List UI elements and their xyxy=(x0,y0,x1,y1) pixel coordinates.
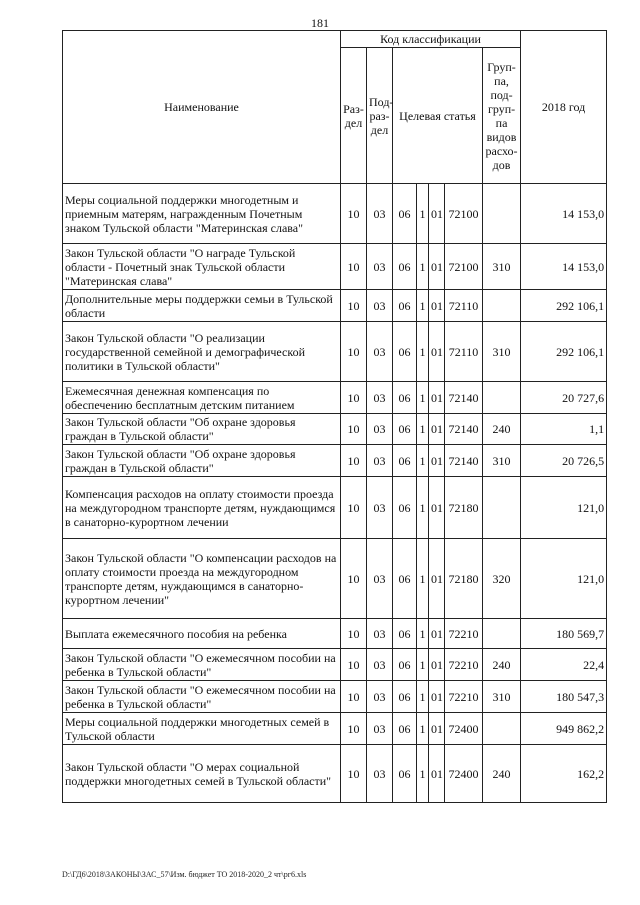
row-amount-2018: 1,1 xyxy=(521,414,607,445)
row-target-program: 06 xyxy=(393,649,417,681)
row-podrazdel: 03 xyxy=(367,445,393,477)
row-name: Меры социальной поддержки многодетных семей в Тульской области xyxy=(63,713,341,745)
row-razdel: 10 xyxy=(341,539,367,619)
row-amount-2018: 292 106,1 xyxy=(521,322,607,382)
row-target-program: 06 xyxy=(393,681,417,713)
header-podrazdel: Под-раз-дел xyxy=(367,48,393,184)
row-target-subprogram: 1 xyxy=(417,477,429,539)
row-podrazdel: 03 xyxy=(367,477,393,539)
budget-table xyxy=(62,30,607,803)
row-target-subprogram: 1 xyxy=(417,745,429,803)
row-razdel: 10 xyxy=(341,713,367,745)
table-row xyxy=(63,713,607,745)
row-amount-2018: 292 106,1 xyxy=(521,290,607,322)
row-target-program: 06 xyxy=(393,445,417,477)
row-target-main-event: 01 xyxy=(429,619,445,649)
row-target-direction: 72110 xyxy=(445,322,483,382)
row-expense-group xyxy=(483,619,521,649)
table-row xyxy=(63,244,607,290)
row-name: Закон Тульской области "О реализации государственной семейной и демографической политики в Тульской области" xyxy=(63,322,341,382)
row-target-direction: 72100 xyxy=(445,244,483,290)
row-amount-2018: 121,0 xyxy=(521,539,607,619)
row-razdel: 10 xyxy=(341,184,367,244)
row-target-direction: 72140 xyxy=(445,382,483,414)
row-podrazdel: 03 xyxy=(367,713,393,745)
row-target-main-event: 01 xyxy=(429,745,445,803)
row-target-subprogram: 1 xyxy=(417,649,429,681)
row-name: Закон Тульской области "О компенсации расходов на оплату стоимости проезда на междугородном транспорте детям, нуждающимся в санаторно-курортном лечении" xyxy=(63,539,341,619)
row-target-main-event: 01 xyxy=(429,445,445,477)
row-expense-group xyxy=(483,290,521,322)
row-expense-group xyxy=(483,477,521,539)
row-target-direction: 72210 xyxy=(445,649,483,681)
table-row xyxy=(63,681,607,713)
row-target-main-event: 01 xyxy=(429,184,445,244)
row-target-direction: 72140 xyxy=(445,445,483,477)
row-name: Закон Тульской области "О ежемесячном пособии на ребенка в Тульской области" xyxy=(63,681,341,713)
row-razdel: 10 xyxy=(341,649,367,681)
row-expense-group xyxy=(483,184,521,244)
row-target-direction: 72180 xyxy=(445,539,483,619)
row-podrazdel: 03 xyxy=(367,649,393,681)
row-podrazdel: 03 xyxy=(367,290,393,322)
row-podrazdel: 03 xyxy=(367,414,393,445)
table-row xyxy=(63,619,607,649)
row-amount-2018: 180 569,7 xyxy=(521,619,607,649)
row-podrazdel: 03 xyxy=(367,244,393,290)
row-razdel: 10 xyxy=(341,244,367,290)
row-target-main-event: 01 xyxy=(429,649,445,681)
row-target-subprogram: 1 xyxy=(417,681,429,713)
row-target-direction: 72400 xyxy=(445,745,483,803)
row-amount-2018: 14 153,0 xyxy=(521,184,607,244)
row-razdel: 10 xyxy=(341,414,367,445)
table-row xyxy=(63,322,607,382)
row-target-program: 06 xyxy=(393,322,417,382)
header-razdel: Раз-дел xyxy=(341,48,367,184)
row-target-program: 06 xyxy=(393,184,417,244)
row-target-program: 06 xyxy=(393,290,417,322)
row-name: Закон Тульской области "О ежемесячном пособии на ребенка в Тульской области" xyxy=(63,649,341,681)
row-expense-group: 320 xyxy=(483,539,521,619)
row-target-main-event: 01 xyxy=(429,713,445,745)
table-row xyxy=(63,445,607,477)
row-name: Меры социальной поддержки многодетным и приемным матерям, награжденным Почетным знаком Тульской области "Материнская слава" xyxy=(63,184,341,244)
row-amount-2018: 14 153,0 xyxy=(521,244,607,290)
header-year: 2018 год xyxy=(521,31,607,184)
row-target-main-event: 01 xyxy=(429,681,445,713)
row-amount-2018: 22,4 xyxy=(521,649,607,681)
row-expense-group: 240 xyxy=(483,745,521,803)
row-name: Закон Тульской области "Об охране здоровья граждан в Тульской области" xyxy=(63,445,341,477)
table-row xyxy=(63,539,607,619)
page-number: 181 xyxy=(311,16,329,30)
row-podrazdel: 03 xyxy=(367,382,393,414)
row-podrazdel: 03 xyxy=(367,745,393,803)
row-amount-2018: 180 547,3 xyxy=(521,681,607,713)
row-target-direction: 72400 xyxy=(445,713,483,745)
row-target-subprogram: 1 xyxy=(417,445,429,477)
row-expense-group xyxy=(483,382,521,414)
header-name: Наименование xyxy=(63,31,341,184)
row-amount-2018: 20 726,5 xyxy=(521,445,607,477)
row-target-main-event: 01 xyxy=(429,382,445,414)
row-target-main-event: 01 xyxy=(429,290,445,322)
row-amount-2018: 121,0 xyxy=(521,477,607,539)
row-expense-group: 240 xyxy=(483,649,521,681)
row-target-program: 06 xyxy=(393,414,417,445)
row-podrazdel: 03 xyxy=(367,681,393,713)
row-amount-2018: 20 727,6 xyxy=(521,382,607,414)
row-target-main-event: 01 xyxy=(429,477,445,539)
row-amount-2018: 162,2 xyxy=(521,745,607,803)
row-target-direction: 72140 xyxy=(445,414,483,445)
row-target-program: 06 xyxy=(393,745,417,803)
row-target-program: 06 xyxy=(393,244,417,290)
file-path-footer: D:\ГД6\2018\ЗАКОНЫ\ЗАС_57\Изм. бюджет ТО 2018-2020_2 чт\рг6.xls xyxy=(62,870,307,879)
row-target-subprogram: 1 xyxy=(417,322,429,382)
row-expense-group: 310 xyxy=(483,322,521,382)
row-target-main-event: 01 xyxy=(429,414,445,445)
table-row xyxy=(63,382,607,414)
row-podrazdel: 03 xyxy=(367,184,393,244)
row-target-subprogram: 1 xyxy=(417,244,429,290)
row-razdel: 10 xyxy=(341,477,367,539)
table-row xyxy=(63,649,607,681)
row-target-main-event: 01 xyxy=(429,322,445,382)
row-razdel: 10 xyxy=(341,619,367,649)
header-group: Груп-па, под-груп-па видов расхо-дов xyxy=(483,48,521,184)
row-name: Ежемесячная денежная компенсация по обеспечению бесплатным детским питанием xyxy=(63,382,341,414)
row-target-direction: 72180 xyxy=(445,477,483,539)
row-target-program: 06 xyxy=(393,539,417,619)
row-razdel: 10 xyxy=(341,681,367,713)
row-target-direction: 72100 xyxy=(445,184,483,244)
row-razdel: 10 xyxy=(341,322,367,382)
row-expense-group: 310 xyxy=(483,445,521,477)
row-razdel: 10 xyxy=(341,445,367,477)
row-expense-group xyxy=(483,713,521,745)
row-razdel: 10 xyxy=(341,745,367,803)
row-target-main-event: 01 xyxy=(429,539,445,619)
row-target-main-event: 01 xyxy=(429,244,445,290)
row-name: Дополнительные меры поддержки семьи в Тульской области xyxy=(63,290,341,322)
row-target-subprogram: 1 xyxy=(417,619,429,649)
row-razdel: 10 xyxy=(341,382,367,414)
row-target-subprogram: 1 xyxy=(417,184,429,244)
row-target-subprogram: 1 xyxy=(417,713,429,745)
row-name: Закон Тульской области "О награде Тульской области - Почетный знак Тульской области "Материнская слава" xyxy=(63,244,341,290)
row-expense-group: 310 xyxy=(483,244,521,290)
row-target-direction: 72210 xyxy=(445,619,483,649)
row-name: Закон Тульской области "О мерах социальной поддержки многодетных семей в Тульской области" xyxy=(63,745,341,803)
table-row xyxy=(63,184,607,244)
row-name: Закон Тульской области "Об охране здоровья граждан в Тульской области" xyxy=(63,414,341,445)
row-podrazdel: 03 xyxy=(367,322,393,382)
row-razdel: 10 xyxy=(341,290,367,322)
row-target-program: 06 xyxy=(393,477,417,539)
row-target-subprogram: 1 xyxy=(417,382,429,414)
header-target: Целевая статья xyxy=(393,48,483,184)
row-expense-group: 310 xyxy=(483,681,521,713)
row-target-program: 06 xyxy=(393,619,417,649)
row-name: Компенсация расходов на оплату стоимости проезда на междугородном транспорте детям, нуждающимся в санаторно-курортном лечении xyxy=(63,477,341,539)
row-target-program: 06 xyxy=(393,382,417,414)
row-name: Выплата ежемесячного пособия на ребенка xyxy=(63,619,341,649)
row-amount-2018: 949 862,2 xyxy=(521,713,607,745)
row-target-program: 06 xyxy=(393,713,417,745)
row-target-direction: 72110 xyxy=(445,290,483,322)
row-podrazdel: 03 xyxy=(367,539,393,619)
table-row xyxy=(63,290,607,322)
row-target-subprogram: 1 xyxy=(417,414,429,445)
row-target-subprogram: 1 xyxy=(417,539,429,619)
row-target-direction: 72210 xyxy=(445,681,483,713)
row-expense-group: 240 xyxy=(483,414,521,445)
header-code: Код классификации xyxy=(341,31,521,48)
row-target-subprogram: 1 xyxy=(417,290,429,322)
table-row xyxy=(63,414,607,445)
table-row xyxy=(63,745,607,803)
row-podrazdel: 03 xyxy=(367,619,393,649)
table-row xyxy=(63,477,607,539)
